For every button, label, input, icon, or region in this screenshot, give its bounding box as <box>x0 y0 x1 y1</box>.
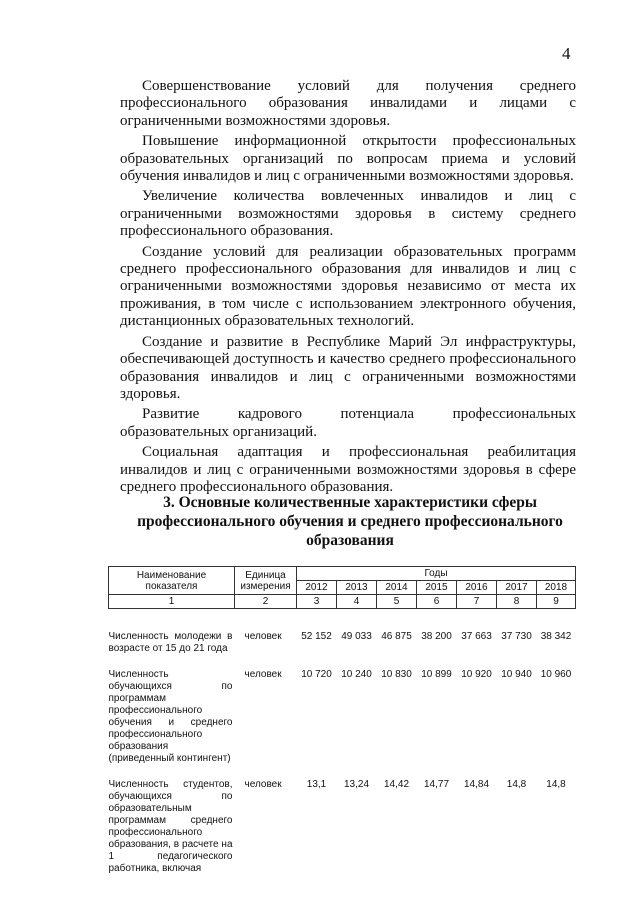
column-number: 2 <box>235 595 297 609</box>
table-cell: 10 920 <box>461 669 492 680</box>
column-number: 5 <box>377 595 417 609</box>
column-number: 9 <box>537 595 576 609</box>
section-title: 3. Основные количественные характеристики сферы профессионального обучения и среднего профессионального образования <box>137 494 563 549</box>
table-cell: 10 720 <box>301 669 332 680</box>
body-text <box>120 78 576 499</box>
year-header: 2015 <box>417 581 457 595</box>
column-number-row <box>109 595 576 609</box>
table-cell: 37 730 <box>501 631 532 642</box>
indicator-name: Численность студентов, обучающихся по образовательным программам среднего профессионального образования, в расчете на 1 педагогического работника, включая <box>108 779 233 874</box>
year-header: 2013 <box>337 581 377 595</box>
table-cell: 13,1 <box>306 779 327 790</box>
table-cell: 14,84 <box>463 779 490 790</box>
column-number: 3 <box>297 595 337 609</box>
table-cell: 10 240 <box>341 669 372 680</box>
table-cell: 14,42 <box>383 779 410 790</box>
table-cell: 14,77 <box>423 779 450 790</box>
year-header: 2018 <box>537 581 576 595</box>
indicator-unit: человек <box>244 669 282 680</box>
paragraph: Совершенствование условий для получения среднего профессионального образования инвалидами и лицами с ограниченными возможностями здоровья. <box>120 78 576 129</box>
table-cell: 38 200 <box>421 631 452 642</box>
year-header: 2012 <box>297 581 337 595</box>
column-number: 6 <box>417 595 457 609</box>
table-cell: 14,8 <box>506 779 527 790</box>
year-header: 2016 <box>457 581 497 595</box>
paragraph: Увеличение количества вовлеченных инвалидов и лиц с ограниченными возможностями здоровья в систему среднего профессионального образования. <box>120 188 576 240</box>
table-cell: 14,8 <box>546 779 566 790</box>
indicator-unit: человек <box>244 779 282 790</box>
year-header: 2014 <box>377 581 417 595</box>
table-cell: 52 152 <box>301 631 332 642</box>
table-cell: 10 899 <box>421 669 452 680</box>
indicator-unit: человек <box>244 631 282 642</box>
indicator-name: Численность обучающихся по программам профессионального обучения и среднего профессионального образования (приведенный контингент) <box>108 669 233 764</box>
column-number: 7 <box>457 595 497 609</box>
header-unit: Единица измерения <box>235 567 297 595</box>
header-name: Наименование показателя <box>109 567 235 595</box>
column-number: 8 <box>497 595 537 609</box>
paragraph: Создание условий для реализации образовательных программ среднего профессионального образования для инвалидов и лиц с ограниченными возможностями здоровья независимо от места их проживания, в том числе с использованием электронного обучения, дистанционных образовательных технологий. <box>120 243 576 330</box>
header-years: Годы <box>297 567 576 581</box>
paragraph: Создание и развитие в Республике Марий Эл инфраструктуры, обеспечивающей доступность и качество среднего профессионального образования инвалидов и лиц с ограниченными возможностями здоровья. <box>120 333 576 402</box>
paragraph: Развитие кадрового потенциала профессиональных образовательных организаций. <box>120 406 576 440</box>
indicator-name: Численность молодежи в возрасте от 15 до 21 года <box>108 631 233 654</box>
paragraph: Социальная адаптация и профессиональная реабилитация инвалидов и лиц с ограниченными возможностями здоровья в сфере среднего профессионального образования. <box>120 444 576 495</box>
indicators-table <box>108 566 576 887</box>
table-cell: 49 033 <box>341 631 372 642</box>
column-number: 1 <box>109 595 235 609</box>
table-cell: 46 875 <box>381 631 412 642</box>
column-number: 4 <box>337 595 377 609</box>
year-header: 2017 <box>497 581 537 595</box>
table-row <box>109 667 576 777</box>
page-number: 4 <box>562 44 571 63</box>
table-cell: 10 940 <box>501 669 532 680</box>
table-cell: 38 342 <box>540 631 572 642</box>
table-row <box>109 777 576 887</box>
table-cell: 10 960 <box>540 669 572 680</box>
table-cell: 10 830 <box>381 669 412 680</box>
table-row <box>109 629 576 667</box>
table-cell: 13,24 <box>343 779 370 790</box>
table-cell: 37 663 <box>461 631 492 642</box>
table-header-row <box>109 567 576 581</box>
paragraph: Повышение информационной открытости профессиональных образовательных организаций по вопросам приема и условий обучения инвалидов и лиц с ограниченными возможностями здоровья. <box>120 133 576 185</box>
